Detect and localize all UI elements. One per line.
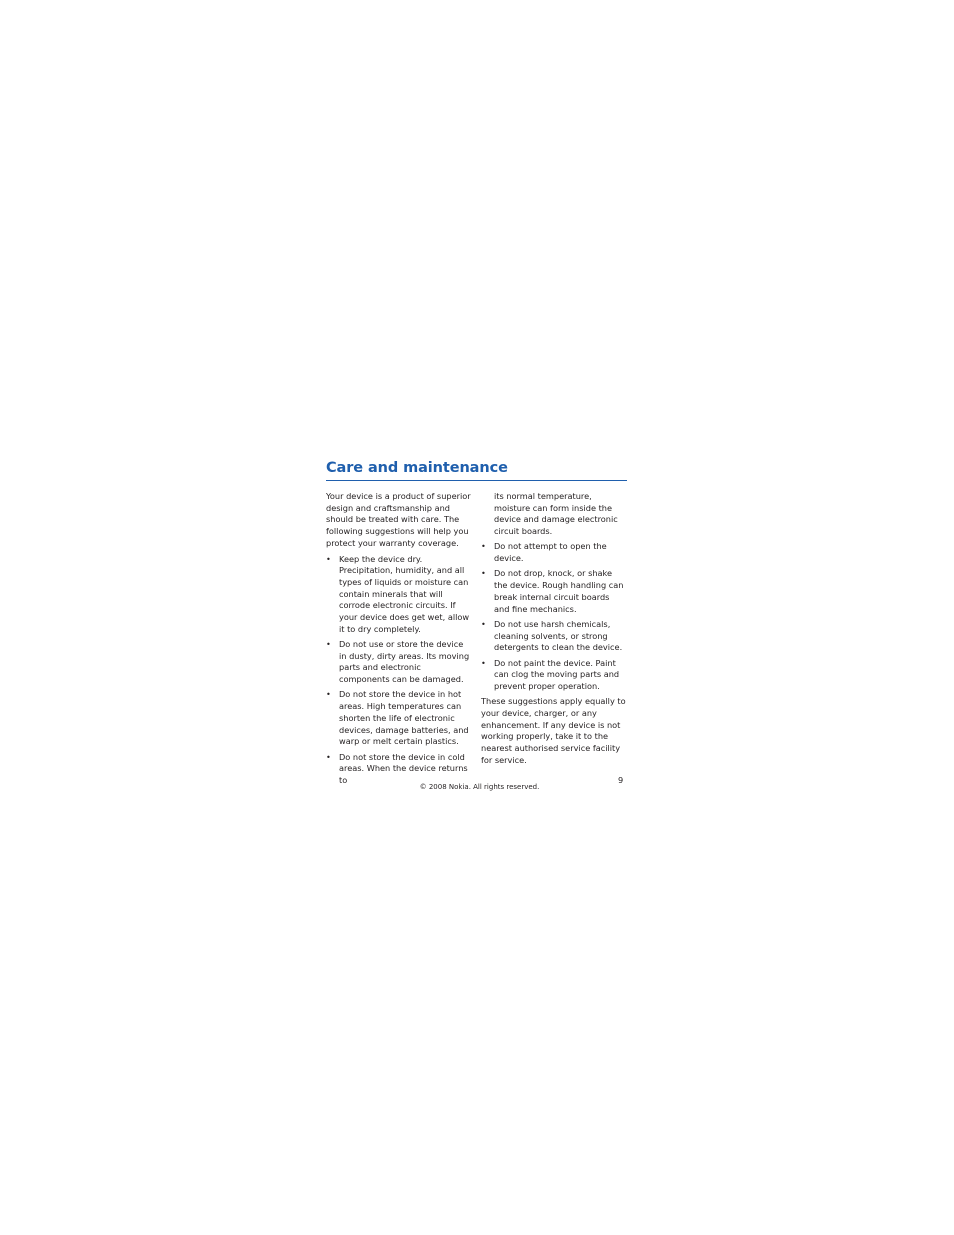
list-item <box>326 554 472 636</box>
right-column <box>481 491 627 770</box>
list-item-text: Do not store the device in hot areas. High temperatures can shorten the life of electronic devices, damage batteries, and warp or melt certain plastics. <box>339 689 469 747</box>
list-item <box>326 689 472 748</box>
list-item-text: Do not use harsh chemicals, cleaning solvents, or strong detergents to clean the device. <box>494 618 623 653</box>
list-item-text: Do not drop, knock, or shake the device. Rough handling can break internal circuit boards and fine mechanics. <box>494 568 624 614</box>
page-number: 9 <box>618 775 624 785</box>
bullet-icon: • <box>481 541 486 552</box>
right-bullet-list <box>481 541 627 692</box>
list-item <box>481 568 627 615</box>
copyright-footer: © 2008 Nokia. All rights reserved. <box>419 783 540 791</box>
list-item <box>481 658 627 693</box>
bullet-icon: • <box>481 568 486 579</box>
list-item-text: Do not paint the device. Paint can clog the moving parts and prevent proper operation. <box>494 657 620 691</box>
list-item <box>481 541 627 564</box>
list-item-continuation: its normal temperature, moisture can form inside the device and damage electronic circuit boards. <box>494 491 618 537</box>
bullet-icon: • <box>326 553 331 564</box>
left-column <box>326 491 472 790</box>
bullet-icon: • <box>481 657 486 668</box>
page-content <box>326 458 627 785</box>
bullet-icon: • <box>481 618 486 629</box>
list-item-text: Do not use or store the device in dusty, dirty areas. Its moving parts and electronic components can be damaged. <box>339 639 470 685</box>
page-title: Care and maintenance <box>326 460 508 476</box>
bullet-icon: • <box>326 751 331 762</box>
list-item-text: Do not attempt to open the device. <box>494 541 607 564</box>
closing-paragraph: These suggestions apply equally to your device, charger, or any enhancement. If any device is not working properly, take it to the nearest authorised service facility for service. <box>481 696 626 765</box>
title-divider <box>326 480 627 481</box>
list-item <box>326 639 472 686</box>
left-bullet-list <box>326 554 472 787</box>
intro-paragraph: Your device is a product of superior design and craftsmanship and should be treated with care. The following suggestions will help you protect your warranty coverage. <box>326 491 471 548</box>
list-item-text: Keep the device dry. Precipitation, humidity, and all types of liquids or moisture can contain minerals that will corrode electronic circuits. If your device does get wet, allow it to dry completely. <box>339 553 470 634</box>
list-item-text: Do not store the device in cold areas. When the device returns to <box>339 751 468 785</box>
bullet-icon: • <box>326 639 331 650</box>
list-item <box>481 619 627 654</box>
bullet-icon: • <box>326 689 331 700</box>
